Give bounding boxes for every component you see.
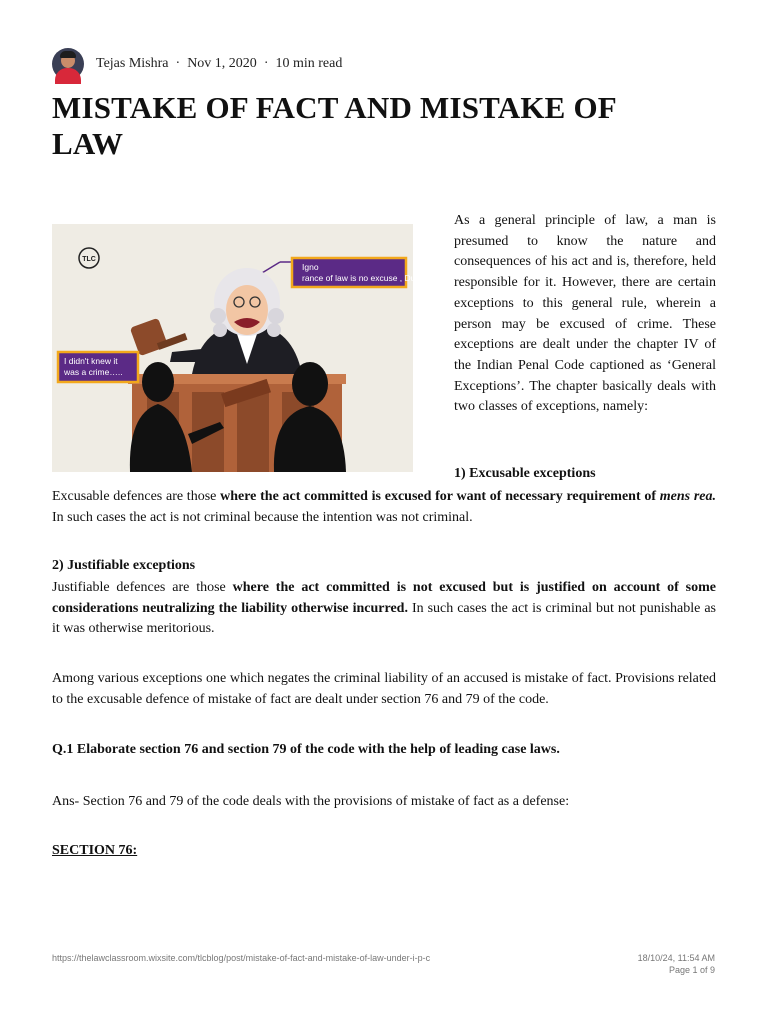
author-avatar[interactable]: [52, 48, 84, 80]
section-76-heading: SECTION 76:: [52, 843, 138, 858]
judge-speech-text: Igno rance of law is no excuse , Dummy !: [302, 262, 439, 283]
byline-separator: ·: [263, 56, 269, 71]
accused-speech-line: was a crime…..: [64, 367, 123, 377]
footer-meta: [638, 952, 715, 976]
page-number: Page 1 of 9: [668, 965, 715, 975]
source-url-link[interactable]: https://thelawclassroom.wixsite.com/tlcblog/post/mistake-of-fact-and-mistake-of-law-under-i-p-c: [52, 953, 431, 963]
article-illustration: [52, 224, 439, 472]
tlc-logo-text: TLC: [82, 256, 96, 263]
answer-paragraph: Ans- Section 76 and 79 of the code deals with the provisions of mistake of fact as a defense:: [52, 794, 570, 809]
accused-speech-text: [63, 356, 123, 377]
byline: [52, 48, 342, 80]
accused-speech-line: I didn't knew it: [64, 356, 118, 366]
print-timestamp: 18/10/24, 11:54 AM: [637, 953, 715, 963]
mistake-of-fact-paragraph: Among various exceptions one which negates the criminal liability of an accused is mistake of fact. Provisions related to the excusable defence of mistake of fact are dealt under section 76 and 79 of the code.: [52, 671, 716, 707]
excusable-heading: 1) Excusable exceptions: [454, 466, 596, 481]
read-time: 10 min read: [275, 56, 343, 71]
intro-paragraph: As a general principle of law, a man is presumed to know the nature and consequences of his act and is, therefore, held responsible for it. However, there are certain exceptions to this general rule, wherein a person may be excused of crime. These exceptions are dealt under the chapter IV of the Indian Penal Code captioned as ‘General Exceptions’. The chapter basically deals with two classes of exceptions, namely:: [454, 213, 716, 415]
justifiable-paragraph: Justifiable defences are those where the act committed is not excused but is justified on account of some considerations neutralizing the liability otherwise incurred. In such cases the act is criminal but not punishable as it was otherwise meritorious.: [52, 580, 716, 637]
footer-url[interactable]: [52, 952, 430, 964]
article-title: MISTAKE OF FACT AND MISTAKE OF LAW: [52, 90, 616, 161]
question-heading: Q.1 Elaborate section 76 and section 79 of the code with the help of leading case laws.: [52, 742, 560, 757]
publish-date: Nov 1, 2020: [187, 56, 257, 71]
byline-separator: ·: [175, 56, 181, 71]
excusable-paragraph: Excusable defences are those where the act committed is excused for want of necessary requirement of mens rea. In such cases the act is not criminal because the intention was not criminal.: [52, 489, 717, 525]
author-name[interactable]: Tejas Mishra: [96, 56, 169, 71]
justifiable-heading: 2) Justifiable exceptions: [52, 558, 196, 573]
judge-illustration: [52, 224, 439, 472]
